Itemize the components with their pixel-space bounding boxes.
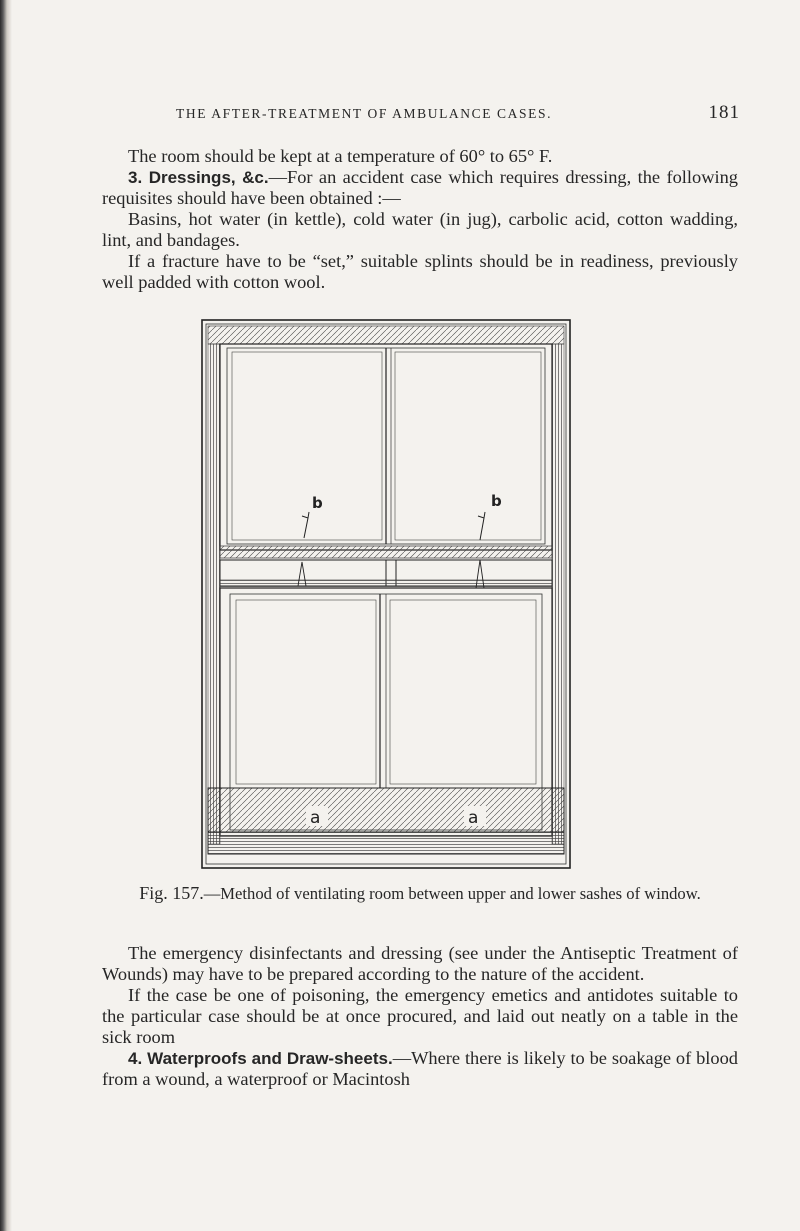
- top-text-block: [102, 146, 738, 293]
- meeting-rail-upper: [220, 546, 552, 558]
- top-rail: [208, 326, 564, 344]
- paragraph-poisoning: If the case be one of poisoning, the emergency emetics and antidotes suitable to the particular case should be at once procured, and laid out neatly on a table in the sick room: [102, 985, 738, 1047]
- figure-caption-label: Fig. 157.: [139, 883, 204, 903]
- running-head: THE AFTER-TREATMENT OF AMBULANCE CASES.: [176, 106, 553, 121]
- page-number: 181: [708, 102, 740, 123]
- section-heading-waterproofs: 4. Waterproofs and Draw-sheets.: [128, 1049, 393, 1068]
- paragraph-dressings-body: —For an accident case which requires dressing, the following requisites should have been obtained :—: [102, 167, 738, 208]
- paragraph-temperature: The room should be kept at a temperature of 60° to 65° F.: [128, 146, 553, 166]
- label-a-left: a: [310, 808, 321, 828]
- label-b-right: b: [491, 492, 502, 510]
- left-stile: [208, 344, 220, 844]
- label-a-right: a: [468, 808, 479, 828]
- figure-caption: [102, 884, 738, 903]
- figure-window-ventilation: [200, 318, 572, 870]
- arrow-b-right: [478, 512, 485, 540]
- label-b-left: b: [312, 494, 323, 512]
- paragraph-waterproofs: [102, 1048, 738, 1090]
- arrow-b-left: [302, 512, 309, 538]
- page-header: [150, 102, 740, 124]
- paragraph-requisites: Basins, hot water (in kettle), cold water (in jug), carbolic acid, cotton wadding, lint, and bandages.: [102, 209, 738, 250]
- section-heading-dressings: 3. Dressings, &c.: [128, 168, 269, 187]
- bottom-text-block: [102, 943, 738, 1090]
- page-binding-edge: [0, 0, 12, 1231]
- paragraph-waterproofs-body: —Where there is likely to be soakage of blood from a wound, a waterproof or Macintosh: [102, 1048, 739, 1089]
- paragraph-disinfectants: The emergency disinfectants and dressing (see under the Antiseptic Treatment of Wounds) may have to be prepared according to the nature of the accident.: [102, 943, 738, 984]
- paragraph-splints: If a fracture have to be “set,” suitable splints should be in readiness, previously well padded with cotton wool.: [102, 251, 738, 292]
- right-stile: [552, 344, 564, 844]
- figure-caption-text: —Method of ventilating room between upper and lower sashes of window.: [203, 884, 701, 903]
- window-sill: [208, 832, 564, 854]
- paragraph-dressings: [102, 167, 738, 209]
- window-illustration: [200, 318, 572, 870]
- bottom-board: [208, 788, 564, 832]
